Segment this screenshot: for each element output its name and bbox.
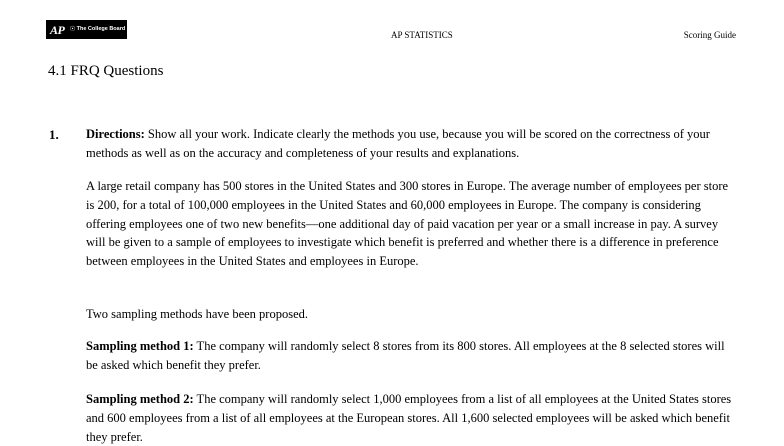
intro-text: Two sampling methods have been proposed. xyxy=(86,307,308,321)
question-number: 1. xyxy=(49,127,59,142)
directions-label: Directions: xyxy=(86,127,145,141)
method-1-text: The company will randomly select 8 stores from its 800 stores. All employees at the 8 selected stores will be asked which benefit they prefer. xyxy=(86,339,725,372)
intro-paragraph xyxy=(86,305,738,324)
scenario-text: A large retail company has 500 stores in the United States and 300 stores in Europe. The average number of employees per store is 200, for a total of 100,000 employees in the United States and 60,000 employees in Europe. The company is considering offering employees one of two new benefits—one additional day of paid vacation per year or a small increase in pay. A survey will be given to a sample of employees to investigate which benefit is preferred and whether there is a difference in preference between employees in the United States and employees in Europe. xyxy=(86,179,729,269)
sampling-method-1-paragraph xyxy=(86,337,738,375)
acorn-icon: ☉ xyxy=(69,25,76,33)
header-course-title: AP STATISTICS xyxy=(391,30,453,40)
method-2-label: Sampling method 2: xyxy=(86,392,194,406)
ap-logo-text: AP xyxy=(50,22,65,37)
header-scoring-guide: Scoring Guide xyxy=(683,30,736,40)
scenario-paragraph xyxy=(86,177,738,271)
method-2-text: The company will randomly select 1,000 employees from a list of all employees at the United States stores and 600 employees from a list of all employees at the European stores. All 1,600 selected employees will be asked which benefit they prefer. xyxy=(86,392,732,444)
sampling-method-2-paragraph xyxy=(86,390,738,446)
directions-paragraph xyxy=(86,125,738,163)
ap-college-board-logo xyxy=(46,20,127,39)
section-title: 4.1 FRQ Questions xyxy=(48,63,164,79)
college-board-logo-text: The College Board xyxy=(76,25,126,32)
directions-text: Show all your work. Indicate clearly the methods you use, because you will be scored on the correctness of your methods as well as on the accuracy and completeness of your results and explanations. xyxy=(86,127,710,160)
method-1-label: Sampling method 1: xyxy=(86,339,194,353)
